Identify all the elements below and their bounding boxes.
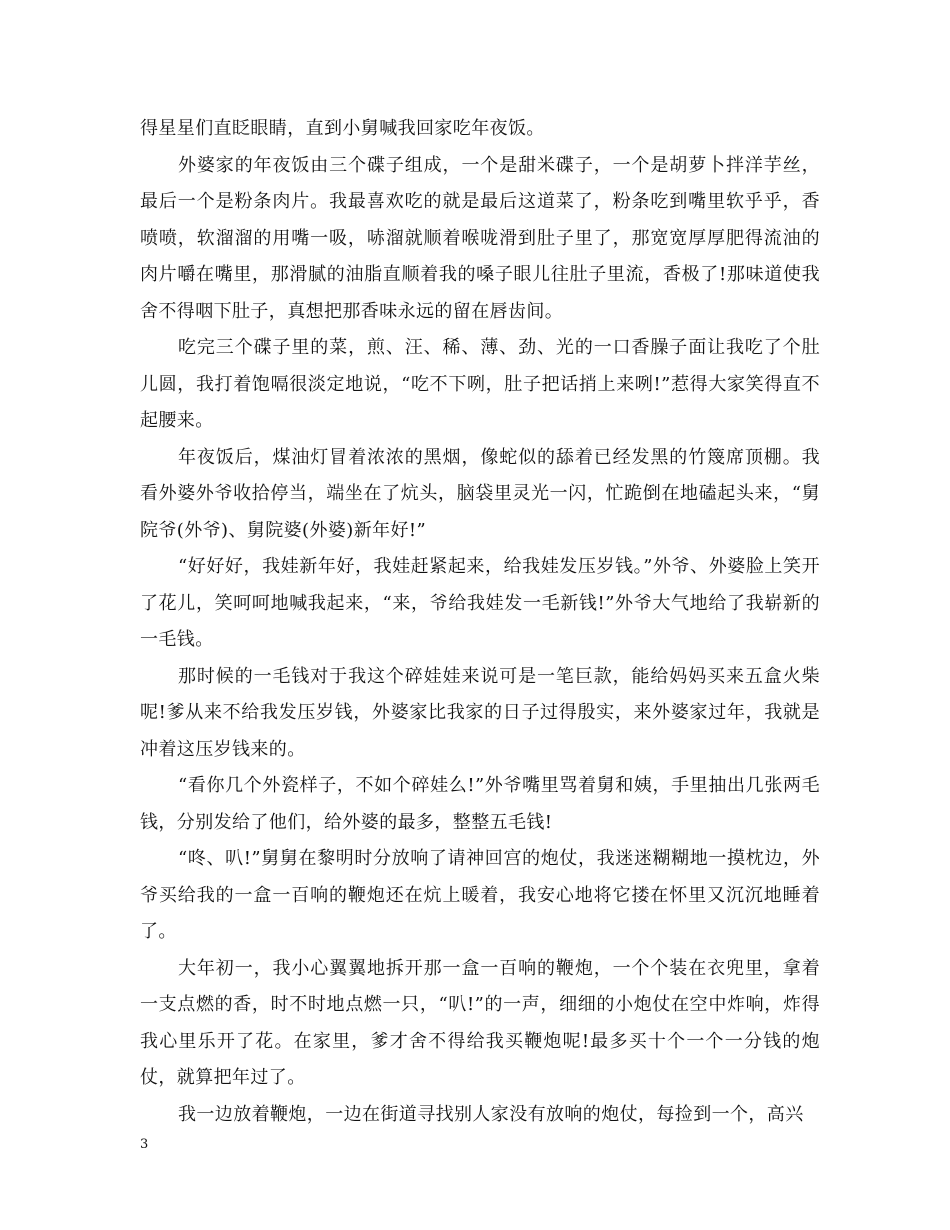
- paragraph: “咚、叭!”舅舅在黎明时分放响了请神回宫的炮仗，我迷迷糊糊地一摸枕边，外爷买给我的一盒一百响的鞭炮还在炕上暖着，我安心地将它搂在怀里又沉沉地睡着了。: [140, 848, 820, 942]
- page-number: 3: [140, 1137, 149, 1152]
- paragraph: 大年初一，我小心翼翼地拆开那一盒一百响的鞭炮，一个个装在衣兜里，拿着一支点燃的香，时不时地点燃一只，“叭!”的一声，细细的小炮仗在空中炸响，炸得我心里乐开了花。在家里，爹才舍不得给我买鞭炮呢!最多买十个一个一分钱的炮仗，就算把年过了。: [140, 957, 820, 1088]
- paragraph: “好好好，我娃新年好，我娃赶紧起来，给我娃发压岁钱。”外爷、外婆脸上笑开了花儿，笑呵呵地喊我起来，“来，爷给我娃发一毛新钱!”外爷大气地给了我崭新的一毛钱。: [140, 556, 820, 650]
- paragraph: 年夜饭后，煤油灯冒着浓浓的黑烟，像蛇似的舔着已经发黑的竹篾席顶棚。我看外婆外爷收拾停当，端坐在了炕头，脑袋里灵光一闪，忙跪倒在地磕起头来，“舅院爷(外爷)、舅院婆(外婆)新年好!”: [140, 446, 820, 541]
- paragraph: “看你几个外瓷样子，不如个碎娃么!”外爷嘴里骂着舅和姨，手里抽出几张两毛钱，分别发给了他们，给外婆的最多，整整五毛钱!: [140, 775, 820, 833]
- paragraph: 吃完三个碟子里的菜，煎、汪、稀、薄、劲、光的一口香臊子面让我吃了个肚儿圆，我打着饱嗝很淡定地说，“吃不下咧，肚子把话捎上来咧!”惹得大家笑得直不起腰来。: [140, 337, 820, 431]
- paragraph: 外婆家的年夜饭由三个碟子组成，一个是甜米碟子，一个是胡萝卜拌洋芋丝，最后一个是粉条肉片。我最喜欢吃的就是最后这道菜了，粉条吃到嘴里软乎乎，香喷喷，软溜溜的用嘴一吸，哧溜就顺着喉咙滑到肚子里了，那宽宽厚厚肥得流油的肉片嚼在嘴里，那滑腻的油脂直顺着我的嗓子眼儿往肚子里流，香极了!那味道使我舍不得咽下肚子，真想把那香味永远的留在唇齿间。: [140, 154, 820, 322]
- paragraph-continued: 得星星们直眨眼睛，直到小舅喊我回家吃年夜饭。: [140, 118, 545, 139]
- paragraph: 我一边放着鞭炮，一边在街道寻找别人家没有放响的炮仗，每捡到一个，高兴: [178, 1103, 804, 1125]
- paragraph: 那时候的一毛钱对于我这个碎娃娃来说可是一笔巨款，能给妈妈买来五盒火柴呢!爹从来不给我发压岁钱，外婆家比我家的日子过得殷实，来外婆家过年，我就是冲着这压岁钱来的。: [140, 665, 820, 760]
- body-text: [140, 111, 820, 1133]
